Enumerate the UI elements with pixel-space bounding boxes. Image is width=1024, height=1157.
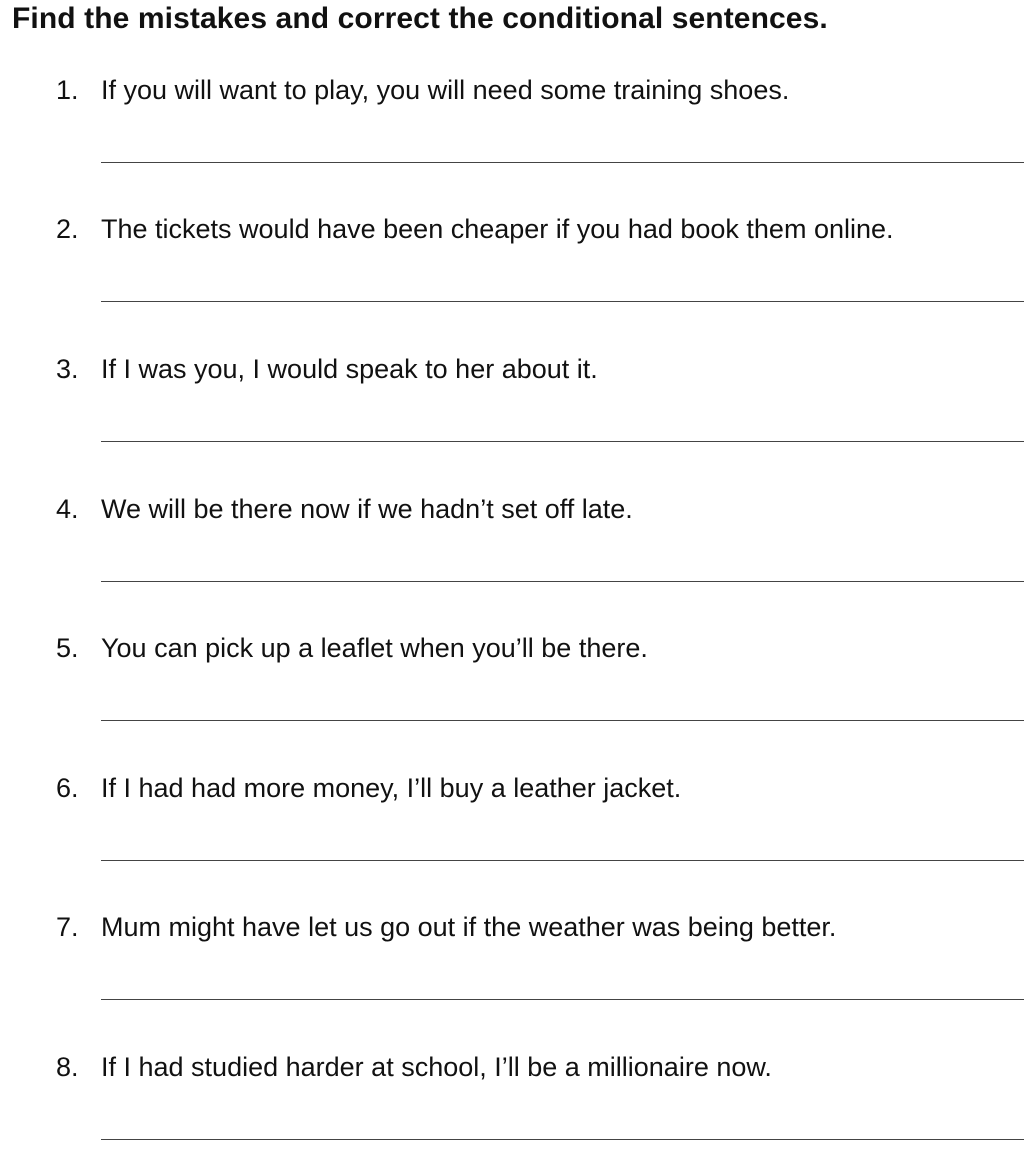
- exercise-item: [56, 633, 1024, 753]
- item-sentence: The tickets would have been cheaper if you had book them online.: [101, 214, 894, 244]
- item-sentence: If I was you, I would speak to her about it.: [101, 354, 598, 384]
- answer-line[interactable]: [101, 301, 1024, 302]
- exercise-item: [56, 912, 1024, 1032]
- exercise-item: [56, 214, 1024, 334]
- answer-line[interactable]: [101, 1139, 1024, 1140]
- item-number: 1.: [56, 75, 79, 105]
- answer-line[interactable]: [101, 999, 1024, 1000]
- item-number: 8.: [56, 1052, 79, 1082]
- exercise-item: [56, 75, 1024, 195]
- exercise-item: [56, 1052, 1024, 1157]
- item-number: 2.: [56, 214, 79, 244]
- exercise-item: [56, 773, 1024, 893]
- worksheet-title: Find the mistakes and correct the conditional sentences.: [12, 2, 828, 35]
- item-number: 6.: [56, 773, 79, 803]
- exercise-item: [56, 494, 1024, 614]
- answer-line[interactable]: [101, 441, 1024, 442]
- item-number: 7.: [56, 912, 79, 942]
- answer-line[interactable]: [101, 860, 1024, 861]
- item-sentence: If I had studied harder at school, I’ll be a millionaire now.: [101, 1052, 772, 1082]
- item-number: 5.: [56, 633, 79, 663]
- item-sentence: We will be there now if we hadn’t set off late.: [101, 494, 633, 524]
- item-sentence: If you will want to play, you will need some training shoes.: [101, 75, 790, 105]
- answer-line[interactable]: [101, 581, 1024, 582]
- exercise-item: [56, 354, 1024, 474]
- answer-line[interactable]: [101, 162, 1024, 163]
- item-sentence: You can pick up a leaflet when you’ll be there.: [101, 633, 648, 663]
- item-number: 4.: [56, 494, 79, 524]
- item-sentence: If I had had more money, I’ll buy a leather jacket.: [101, 773, 682, 803]
- item-number: 3.: [56, 354, 79, 384]
- answer-line[interactable]: [101, 720, 1024, 721]
- item-sentence: Mum might have let us go out if the weather was being better.: [101, 912, 837, 942]
